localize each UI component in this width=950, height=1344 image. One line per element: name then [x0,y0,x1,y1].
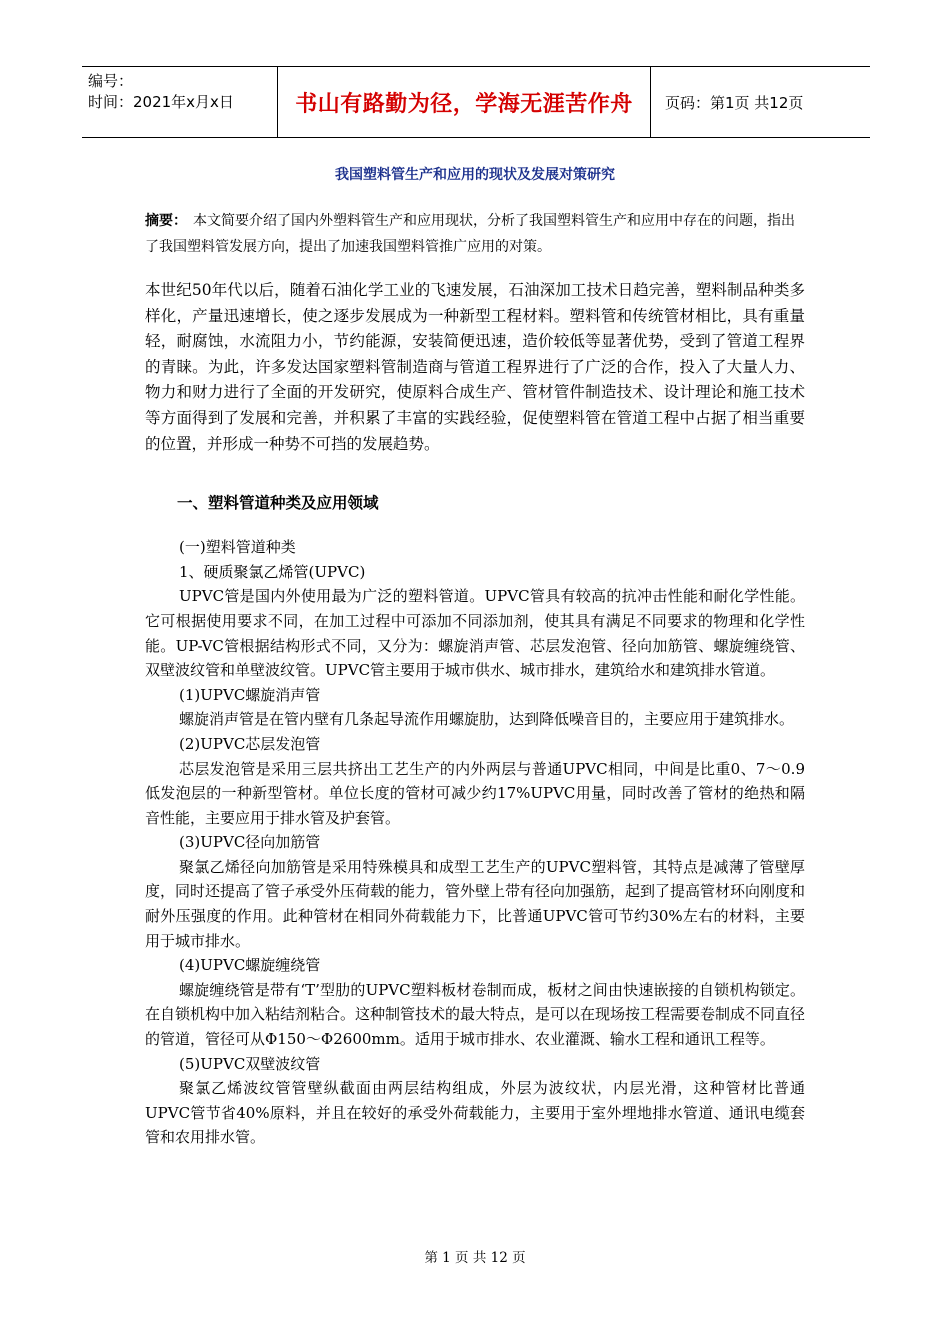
upvc-paragraph: UPVC管是国内外使用最为广泛的塑料管道。UPVC管具有较高的抗冲击性能和耐化学性能。它可根据使用要求不同，在加工过程中可添加不同添加剂，使其具有满足不同要求的物理和化学性能。UP-VC管根据结构形式不同，又分为：螺旋消声管、芯层发泡管、径向加筋管、螺旋缠绕管、双壁波纹管和单壁波纹管。UPVC管主要用于城市供水、城市排水，建筑给水和建筑排水管道。 [145,587,805,680]
document-time: 时间：2021年x月x日 [88,93,234,111]
section-heading: 一、塑料管道种类及应用领域 [177,494,379,513]
header-motto: 书山有路勤为径，学海无涯苦作舟 [295,91,633,117]
subitem-heading: (4)UPVC螺旋缠绕管 [179,956,321,975]
subitem-heading: (2)UPVC芯层发泡管 [179,734,321,753]
subitem-paragraph: 螺旋消声管是在管内壁有几条起导流作用螺旋肋，达到降低噪音目的，主要应用于建筑排水。 [179,710,795,729]
subsection-heading: (一)塑料管道种类 [179,538,296,557]
subitem-heading: (1)UPVC螺旋消声管 [179,685,321,704]
header-motto-cell [278,67,651,137]
page-footer: 第 1 页 共 12 页 [424,1250,526,1266]
subitem-heading: (3)UPVC径向加筋管 [179,833,321,852]
subitem-paragraph: 芯层发泡管是采用三层共挤出工艺生产的内外两层与普通UPVC相同，中间是比重0、7～0.9低发泡层的一种新型管材。单位长度的管材可减少约17%UPVC用量，同时改善了管材的绝热和隔音性能，主要应用于排水管及护套管。 [145,759,805,827]
subitem-paragraph: 聚氯乙烯径向加筋管是采用特殊模具和成型工艺生产的UPVC塑料管，其特点是减薄了管壁厚度，同时还提高了管子承受外压荷载的能力，管外壁上带有径向加强筋，起到了提高管材环向刚度和耐外压强度的作用。此种管材在相同外荷载能力下，比普通UPVC管可节约30%左右的材料，主要用于城市排水。 [145,857,806,950]
item-heading: 1、硬质聚氯乙烯管(UPVC) [179,562,366,581]
document-body [145,278,805,1150]
subitem-paragraph: 聚氯乙烯波纹管管壁纵截面由两层结构组成，外层为波纹状，内层光滑，这种管材比普通UPVC管节省40%原料，并且在较好的承受外荷载能力，主要用于室外埋地排水管道、通讯电缆套管和农用排水管。 [145,1079,805,1147]
abstract-text: 本文简要介绍了国内外塑料管生产和应用现状，分析了我国塑料管生产和应用中存在的问题，指出了我国塑料管发展方向，提出了加速我国塑料管推广应用的对策。 [145,213,795,255]
abstract-label: 摘要： [145,213,187,229]
header-page-info: 页码：第1页 共12页 [665,93,804,112]
subitem-paragraph: 螺旋缠绕管是带有‘T’型肋的UPVC塑料板材卷制而成，板材之间由快速嵌接的自锁机构锁定。在自锁机构中加入粘结剂粘合。这种制管技术的最大特点，是可以在现场按工程需要卷制成不同直径的管道，管径可从Φ150～Φ2600mm。适用于城市排水、农业灌溉、输水工程和通讯工程等。 [145,980,806,1049]
header-meta [82,67,278,137]
abstract [145,208,805,260]
intro-paragraph: 本世纪50年代以后，随着石油化学工业的飞速发展，石油深加工技术日趋完善，塑料制品种类多样化，产量迅速增长，使之逐步发展成为一种新型工程材料。塑料管和传统管材相比，具有重量轻，耐腐蚀，水流阻力小，节约能源，安装简便迅速，造价较低等显著优势，受到了管道工程界的青睐。为此，许多发达国家塑料管制造商与管道工程界进行了广泛的合作，投入了大量人力、物力和财力进行了全面的开发研究，使原料合成生产、管材管件制造技术、设计理论和施工技术等方面得到了发展和完善，并积累了丰富的实践经验，促使塑料管在管道工程中占据了相当重要的位置，并形成一种势不可挡的发展趋势。 [145,281,805,453]
section-content [145,535,805,1150]
page-header [82,66,870,138]
document-title: 我国塑料管生产和应用的现状及发展对策研究 [335,167,615,183]
subitem-heading: (5)UPVC双壁波纹管 [179,1054,321,1073]
document-number-label: 编号： [88,72,134,90]
